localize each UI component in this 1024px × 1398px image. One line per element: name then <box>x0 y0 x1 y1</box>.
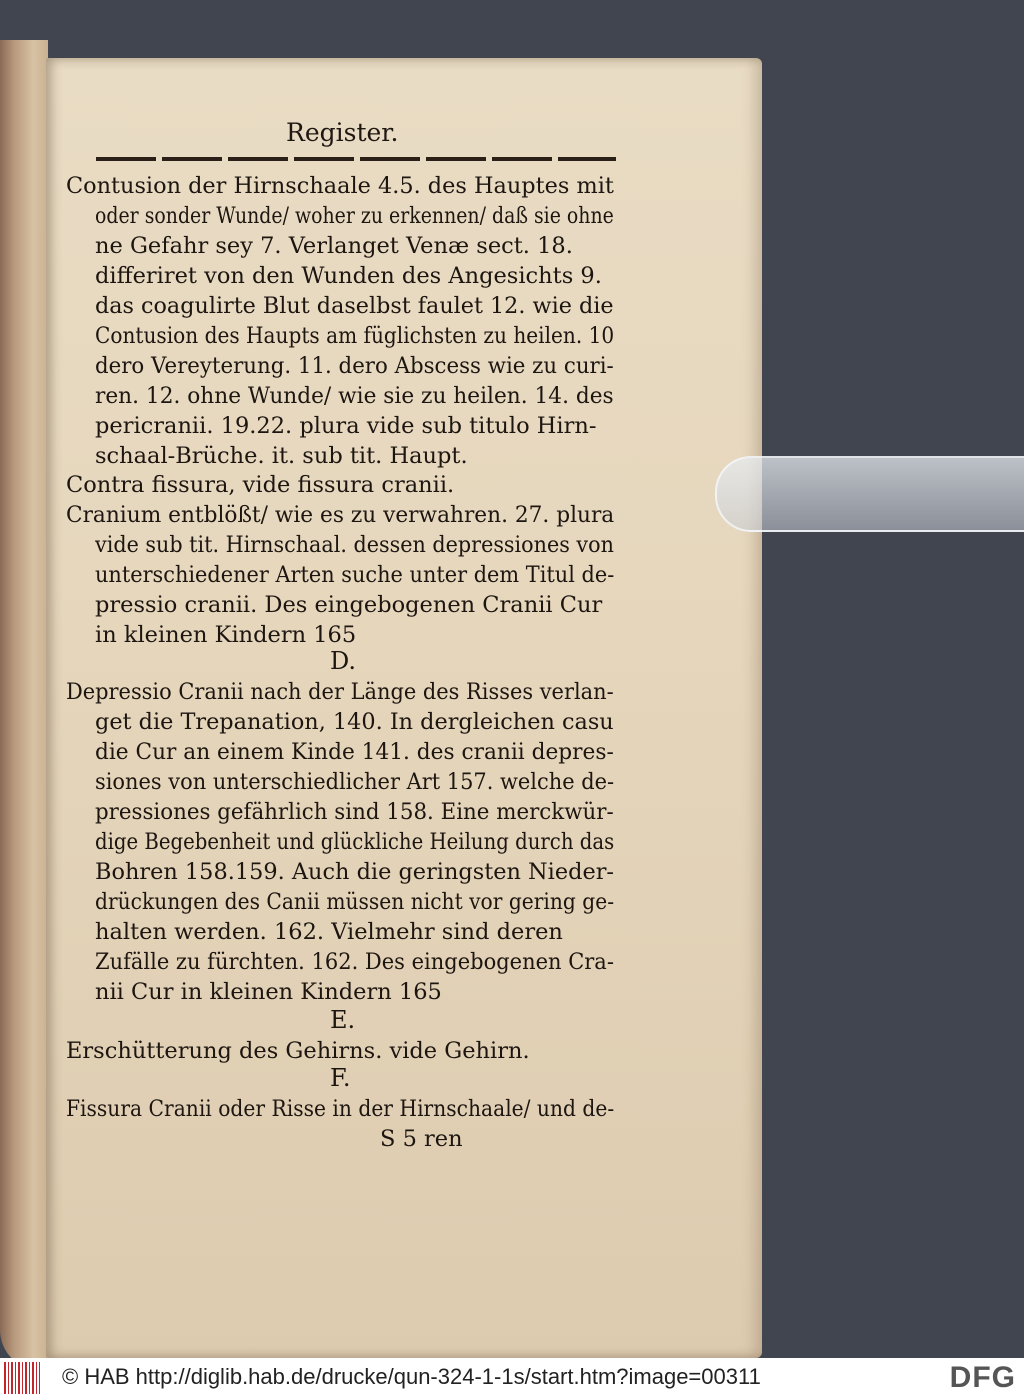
register-line: Erschütterung des Gehirns. vide Gehirn. <box>66 1038 530 1064</box>
footer-bar <box>0 1358 1024 1398</box>
register-line: in kleinen Kindern 165 <box>95 622 357 648</box>
register-line: unterschiedener Arten suche unter dem Titul de- <box>95 562 615 588</box>
register-line: Cranium entblößt/ wie es zu verwahren. 27. plura <box>66 502 615 528</box>
register-line: Contra fissura, vide fissura cranii. <box>66 472 455 498</box>
page-header: Register. <box>286 118 399 147</box>
register-line: die Cur an einem Kinde 141. des cranii depres- <box>95 739 614 765</box>
dfg-logo: DFG <box>949 1361 1016 1394</box>
register-line: pressiones gefährlich sind 158. Eine merckwür- <box>95 799 614 825</box>
register-line: oder sonder Wunde/ woher zu erkennen/ daß sie ohne <box>95 203 614 229</box>
register-line: differiret von den Wunden des Angesichts 9. <box>95 263 602 289</box>
register-line: nii Cur in kleinen Kindern 165 <box>95 979 442 1005</box>
register-line: pressio cranii. Des eingebogenen Cranii Cur <box>95 592 603 618</box>
copyright-link[interactable]: © HAB http://diglib.hab.de/drucke/qun-324-1-1s/start.htm?image=00311 <box>62 1364 761 1389</box>
register-line: pericranii. 19.22. plura vide sub titulo Hirn- <box>95 413 597 439</box>
register-line: Fissura Cranii oder Risse in der Hirnschaale/ und de- <box>66 1096 615 1122</box>
register-line: Contusion der Hirnschaale 4.5. des Hauptes mit <box>66 173 614 199</box>
register-line: Depressio Cranii nach der Länge des Risses verlan- <box>66 679 614 705</box>
register-line: schaal-Brüche. it. sub tit. Haupt. <box>95 443 468 469</box>
register-line: S 5 ren <box>380 1126 463 1152</box>
register-line: Contusion des Haupts am füglichsten zu heilen. 10 <box>95 323 615 349</box>
register-line: dero Vereyterung. 11. dero Abscess wie zu curi- <box>95 353 614 379</box>
register-line: Zufälle zu fürchten. 162. Des eingebogenen Cra- <box>95 949 614 975</box>
section-letter: E. <box>330 1006 356 1034</box>
header-rule <box>96 157 616 161</box>
register-line: ne Gefahr sey 7. Verlanget Venæ sect. 18. <box>95 233 573 259</box>
register-line: get die Trepanation, 140. In dergleichen casu <box>95 709 614 735</box>
register-line: siones von unterschiedlicher Art 157. welche de- <box>95 769 615 795</box>
section-letter: F. <box>330 1064 351 1092</box>
register-line: halten werden. 162. Vielmehr sind deren <box>95 919 563 945</box>
hab-logo-icon <box>4 1362 40 1394</box>
register-line: Bohren 158.159. Auch die geringsten Nieder- <box>95 859 614 885</box>
register-line: drückungen des Canii müssen nicht vor gering ge- <box>95 889 615 915</box>
register-line: das coagulirte Blut daselbst faulet 12. wie die <box>95 293 614 319</box>
register-line: ren. 12. ohne Wunde/ wie sie zu heilen. 14. des <box>95 383 614 409</box>
register-line: dige Begebenheit und glückliche Heilung durch das <box>95 829 615 855</box>
register-line: vide sub tit. Hirnschaal. dessen depressiones von <box>95 532 614 558</box>
section-letter: D. <box>330 647 357 675</box>
